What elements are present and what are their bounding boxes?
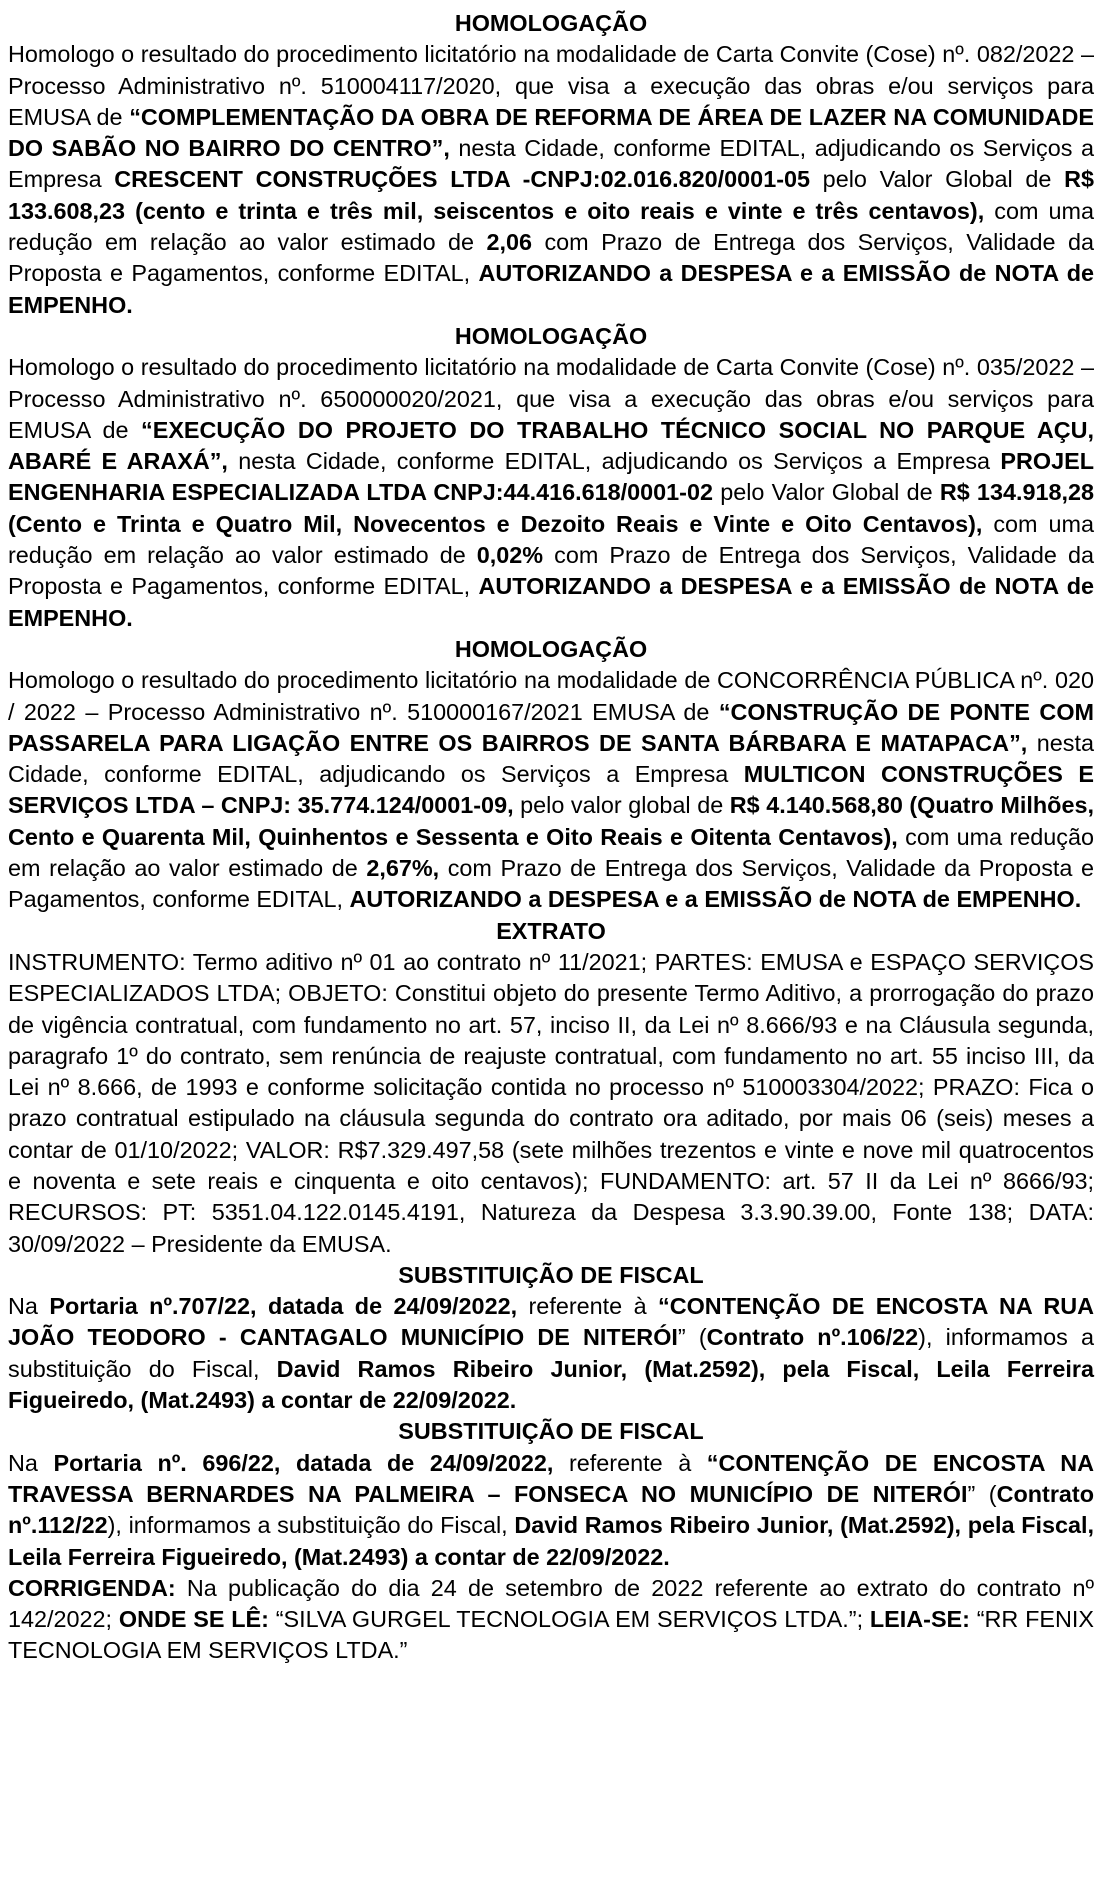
- text-run: com uma redução em relação ao valor estimado de: [8, 823, 1094, 882]
- section-body: [8, 1291, 1094, 1416]
- text-run: com Prazo de Entrega dos Serviços, Validade da Proposta e Pagamentos, conforme EDITAL,: [8, 542, 1095, 600]
- section-heading: HOMOLOGAÇÃO: [454, 635, 648, 662]
- text-run: AUTORIZANDO a DESPESA e a EMISSÃO de NOTA de EMPENHO.: [349, 886, 1082, 913]
- section-body: [8, 352, 1094, 634]
- text-run: Contrato nº.112/22: [8, 1480, 1095, 1539]
- text-run: David Ramos Ribeiro Junior, (Mat.2592), pela Fiscal, Leila Ferreira Figueiredo, (Mat.2493) a contar de 22/09/2022.: [8, 1355, 1094, 1414]
- text-run: AUTORIZANDO a DESPESA e a EMISSÃO de NOTA de EMPENHO.: [8, 573, 1095, 631]
- text-run: “SILVA GURGEL TECNOLOGIA EM SERVIÇOS LTDA.”;: [268, 1606, 870, 1633]
- text-run: Homologo o resultado do procedimento licitatório na modalidade de CONCORRÊNCIA PÚBLICA nº. 020 / 2022 – Processo Administrativo nº. 510000167/2021 EMUSA de: [8, 667, 1094, 725]
- text-run: CORRIGENDA:: [8, 1574, 176, 1601]
- text-run: “RR FENIX TECNOLOGIA EM SERVIÇOS LTDA.”: [8, 1606, 1095, 1664]
- text-run: CRESCENT CONSTRUÇÕES LTDA -CNPJ:02.016.820/0001-05: [114, 166, 811, 193]
- text-run: nesta Cidade, conforme EDITAL, adjudicando os Serviços a Empresa: [8, 729, 1094, 788]
- text-run: “COMPLEMENTAÇÃO DA OBRA DE REFORMA DE ÁREA DE LAZER NA COMUNIDADE DO SABÃO NO BAIRRO DO CENTRO”,: [8, 103, 1094, 162]
- section-substituicao-fiscal-2: [8, 1416, 1094, 1572]
- text-run: AUTORIZANDO a DESPESA e a EMISSÃO de NOTA de EMPENHO.: [8, 260, 1095, 318]
- text-run: ONDE SE LÊ:: [118, 1606, 269, 1633]
- text-run: referente à: [553, 1449, 707, 1476]
- section-homologacao-3: [8, 634, 1094, 916]
- text-run: R$ 133.608,23 (cento e trinta e três mil, seiscentos e oito reais e vinte e três centavos),: [8, 166, 1094, 224]
- section-body: [8, 947, 1094, 1260]
- text-run: ” (: [677, 1324, 707, 1351]
- text-run: referente à: [517, 1293, 659, 1320]
- text-run: R$ 4.140.568,80 (Quatro Milhões, Cento e Quarenta Mil, Quinhentos e Sessenta e Oito Reais e Oitenta Centavos),: [8, 792, 1094, 850]
- section-body: [8, 39, 1094, 321]
- section-homologacao-1: [8, 8, 1094, 321]
- text-run: Na publicação do dia 24 de setembro de 2022 referente ao extrato do contrato nº 142/2022;: [8, 1574, 1094, 1633]
- section-body: [8, 1573, 1094, 1667]
- text-run: Contrato nº.106/22: [706, 1324, 919, 1351]
- section-homologacao-2: [8, 321, 1094, 634]
- text-run: LEIA-SE:: [869, 1606, 970, 1633]
- text-run: pelo Valor Global de: [712, 479, 940, 506]
- text-run: nesta Cidade, conforme EDITAL, adjudicando os Serviços a Empresa: [8, 135, 1094, 193]
- text-run: com Prazo de Entrega dos Serviços, Validade da Proposta e Pagamentos, conforme EDITAL,: [8, 855, 1094, 913]
- text-run: ), informamos a substituição do Fiscal,: [8, 1324, 1094, 1382]
- text-run: R$ 134.918,28 (Cento e Trinta e Quatro Mil, Novecentos e Dezoito Reais e Vinte e Oito Centavos),: [8, 479, 1095, 537]
- text-run: nesta Cidade, conforme EDITAL, adjudicando os Serviços a Empresa: [227, 448, 1001, 475]
- section-heading: HOMOLOGAÇÃO: [454, 322, 648, 349]
- text-run: “CONTENÇÃO DE ENCOSTA NA RUA JOÃO TEODORO - CANTAGALO MUNICÍPIO DE NITERÓI: [8, 1293, 1095, 1351]
- text-run: Na: [8, 1449, 54, 1476]
- section-extrato: [8, 916, 1094, 1260]
- text-run: 0,02%: [476, 542, 544, 569]
- text-run: Homologo o resultado do procedimento licitatório na modalidade de Carta Convite (Cose) nº. 082/2022 – Processo Administrativo nº. 510004117/2020, que visa a execução das obras e/ou serviços para EMUSA de: [8, 41, 1094, 130]
- text-run: Homologo o resultado do procedimento licitatório na modalidade de Carta Convite (Cose) nº. 035/2022 – Processo Administrativo nº. 650000020/2021, que visa a execução das obras e/ou serviços para EMUSA de: [8, 354, 1094, 443]
- text-run: PROJEL ENGENHARIA ESPECIALIZADA LTDA CNPJ:44.416.618/0001-02: [8, 448, 1094, 506]
- text-run: “CONSTRUÇÃO DE PONTE COM PASSARELA PARA LIGAÇÃO ENTRE OS BAIRROS DE SANTA BÁRBARA E MATAPACA”,: [8, 698, 1094, 756]
- section-heading: HOMOLOGAÇÃO: [454, 10, 648, 36]
- text-run: INSTRUMENTO: Termo aditivo nº 01 ao contrato nº 11/2021; PARTES: EMUSA e ESPAÇO SERVIÇOS ESPECIALIZADOS LTDA; OBJETO: Constitui objeto do presente Termo Aditivo, a prorrogação do prazo de vigência contratual, com fundamento no art. 57, inciso II, da Lei nº 8.666/93 e na Cláusula segunda, paragrafo 1º do contrato, sem renúncia de reajuste contratual, com fundamento no art. 55 inciso III, da Lei nº 8.666, de 1993 e conforme solicitação contida no processo nº 510003304/2022; PRAZO: Fica o prazo contratual estipulado na cláusula segunda do contrato ora aditado, por mais 06 (seis) meses a contar de 01/10/2022; VALOR: R$7.329.497,58 (sete milhões trezentos e vinte e nove mil quatrocentos e noventa e sete reais e cinquenta e oito centavos); FUNDAMENTO: art. 57 II da Lei nº 8666/93; RECURSOS: PT: 5351.04.122.0145.4191, Natureza da Despesa 3.3.90.39.00, Fonte 138; DATA: 30/09/2022 – Presidente da EMUSA.: [8, 948, 1094, 1257]
- section-corrigenda: [8, 1573, 1094, 1667]
- text-run: pelo Valor Global de: [810, 166, 1065, 193]
- section-heading: EXTRATO: [496, 917, 606, 944]
- section-heading: SUBSTITUIÇÃO DE FISCAL: [398, 1418, 704, 1445]
- section-body: [8, 665, 1094, 915]
- section-body: [8, 1448, 1094, 1573]
- text-run: MULTICON CONSTRUÇÕES E SERVIÇOS LTDA – CNPJ: 35.774.124/0001-09,: [8, 761, 1094, 819]
- text-run: ), informamos a substituição do Fiscal,: [107, 1512, 515, 1539]
- text-run: com Prazo de Entrega dos Serviços, Validade da Proposta e Pagamentos, conforme EDITAL,: [8, 229, 1095, 287]
- section-substituicao-fiscal-1: [8, 1260, 1094, 1416]
- text-run: 2,06: [486, 229, 533, 256]
- text-run: David Ramos Ribeiro Junior, (Mat.2592), pela Fiscal, Leila Ferreira Figueiredo, (Mat.2493) a contar de 22/09/2022.: [8, 1512, 1095, 1570]
- text-run: Na: [8, 1293, 50, 1320]
- text-run: com uma redução em relação ao valor estimado de: [8, 510, 1094, 569]
- text-run: ” (: [967, 1480, 997, 1507]
- text-run: com uma redução em relação ao valor estimado de: [8, 197, 1094, 256]
- text-run: “EXECUÇÃO DO PROJETO DO TRABALHO TÉCNICO SOCIAL NO PARQUE AÇU, ABARÉ E ARAXÁ”,: [8, 416, 1095, 475]
- text-run: pelo valor global de: [513, 792, 730, 819]
- section-heading: SUBSTITUIÇÃO DE FISCAL: [398, 1261, 704, 1288]
- text-run: 2,67%,: [366, 855, 440, 882]
- text-run: Portaria nº.707/22, datada de 24/09/2022,: [49, 1293, 518, 1320]
- text-run: “CONTENÇÃO DE ENCOSTA NA TRAVESSA BERNARDES NA PALMEIRA – FONSECA NO MUNICÍPIO DE NITERÓI: [8, 1449, 1095, 1507]
- text-run: Portaria nº. 696/22, datada de 24/09/2022,: [53, 1449, 554, 1476]
